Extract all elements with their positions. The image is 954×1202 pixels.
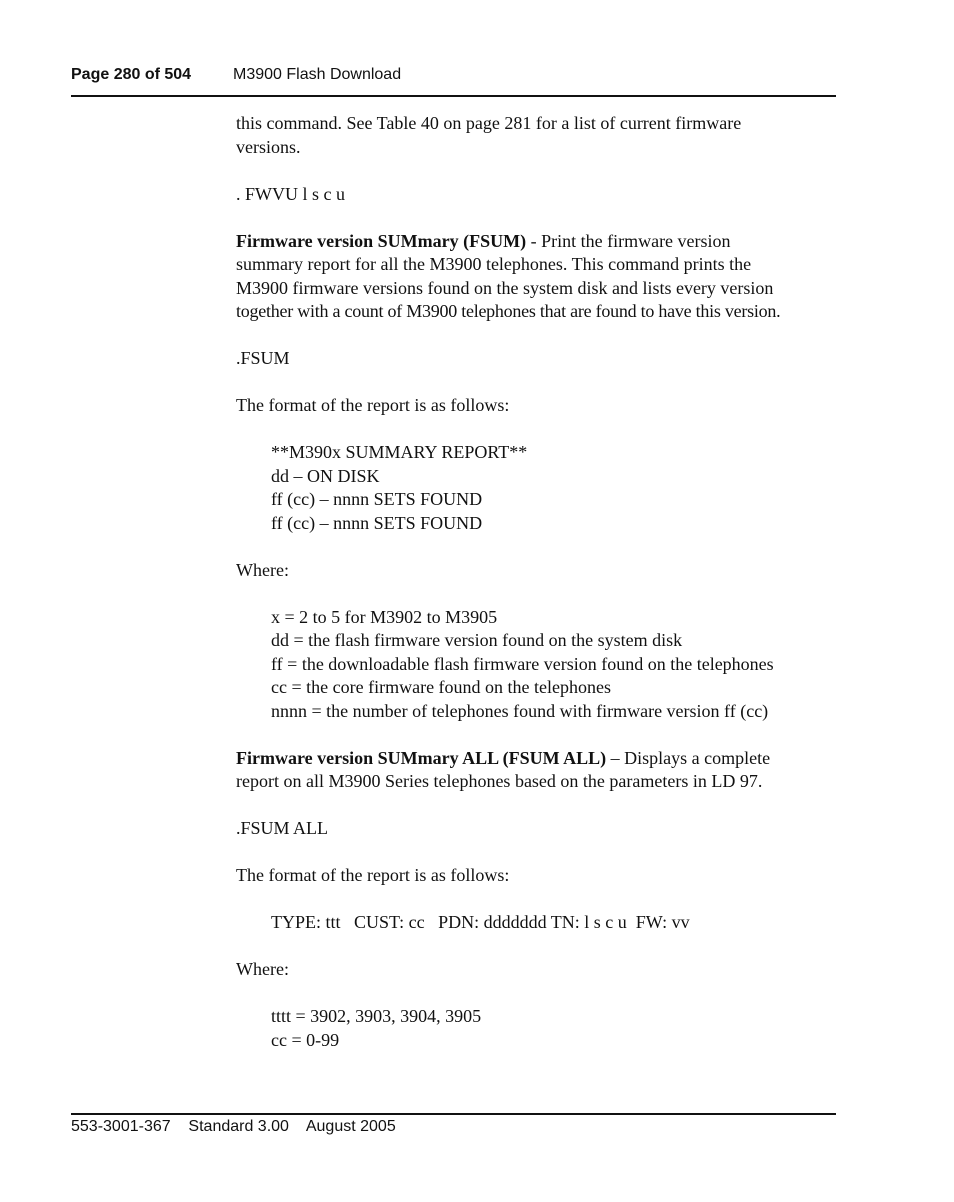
- report-line: **M390x SUMMARY REPORT**: [271, 442, 528, 462]
- definition-line: nnnn = the number of telephones found with firmware version ff (cc): [271, 700, 769, 721]
- report-line: ff (cc) – nnnn SETS FOUND: [271, 489, 483, 509]
- format-intro: The format of the report is as follows:: [236, 865, 510, 885]
- format-line: TYPE: ttt CUST: cc PDN: ddddddd TN: l s c u FW: vv: [271, 912, 690, 932]
- header-rule: [71, 95, 836, 97]
- report-line: ff (cc) – nnnn SETS FOUND: [271, 512, 483, 533]
- definition-line: tttt = 3902, 3903, 3904, 3905: [271, 1006, 482, 1026]
- fsum-all-heading: Firmware version SUMmary ALL (FSUM ALL): [236, 747, 607, 768]
- definition-line: x = 2 to 5 for M3902 to M3905: [271, 606, 498, 627]
- publication-date: August 2005: [305, 1118, 396, 1135]
- standard-version: Standard 3.00: [188, 1118, 289, 1135]
- page-header: [71, 66, 402, 84]
- summary-report-example: [271, 441, 846, 535]
- definition-line: dd = the flash firmware version found on the system disk: [271, 630, 683, 650]
- document-id: 553-3001-367: [71, 1118, 171, 1135]
- format-intro: The format of the report is as follows:: [236, 395, 510, 415]
- command-fsum-all: .FSUM ALL: [236, 818, 329, 838]
- definition-line: ff = the downloadable flash firmware version found on the telephones: [271, 653, 774, 674]
- footer-rule: [71, 1113, 836, 1115]
- where-definitions: [271, 606, 846, 724]
- document-title: M3900 Flash Download: [233, 66, 402, 83]
- page-number: Page 280 of 504: [71, 66, 192, 83]
- where-label: Where:: [236, 959, 289, 979]
- page-footer: [71, 1118, 396, 1136]
- page-body: [236, 112, 846, 1076]
- definition-line: cc = 0-99: [271, 1029, 340, 1050]
- command-fwvu: . FWVU l s c u: [236, 183, 345, 204]
- where-label: Where:: [236, 559, 289, 580]
- definition-line: cc = the core firmware found on the telephones: [271, 677, 612, 697]
- fsum-heading: Firmware version SUMmary (FSUM): [236, 230, 527, 251]
- paragraph-intro: this command. See Table 40 on page 281 for a list of current firmware versions.: [236, 113, 742, 157]
- paragraph-fsum-all: Firmware version SUMmary ALL (FSUM ALL) – Displays a complete report on all M3900 Series telephones based on the parameters in LD 97.: [236, 747, 771, 791]
- command-fsum: .FSUM: [236, 348, 290, 368]
- paragraph-fsum: Firmware version SUMmary (FSUM) - Print the firmware version summary report for all the M3900 telephones. This command prints the M3900 firmware versions found on the system disk and lists every version together with a count of M3900 telephones that are found to have this version.: [236, 230, 781, 321]
- where-definitions: [271, 1005, 846, 1052]
- report-line: dd – ON DISK: [271, 465, 380, 486]
